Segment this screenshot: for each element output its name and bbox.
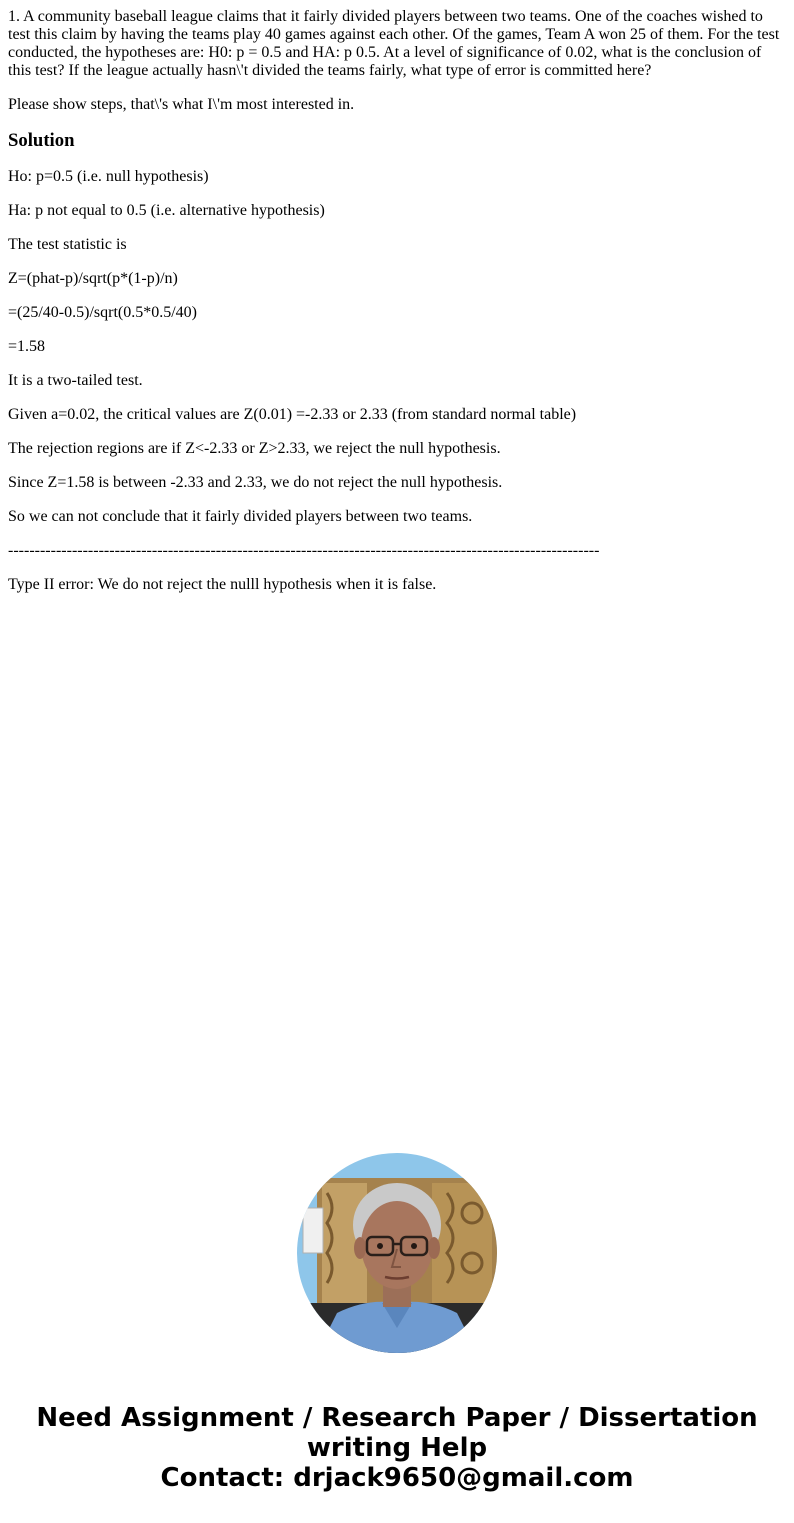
footer-line: Need Assignment / Research Paper / Dissertation: [36, 1403, 758, 1433]
solution-line: It is a two-tailed test.: [8, 372, 143, 389]
author-avatar: [297, 1153, 497, 1353]
request-text: Please show steps, that\'s what I\'m most interested in.: [8, 96, 355, 113]
solution-line: The test statistic is: [8, 236, 127, 253]
solution-line: Ha: p not equal to 0.5 (i.e. alternative hypothesis): [8, 202, 325, 219]
solution-line: =(25/40-0.5)/sqrt(0.5*0.5/40): [8, 304, 197, 321]
solution-line: Type II error: We do not reject the nulll hypothesis when it is false.: [8, 576, 437, 593]
document-body: [8, 8, 786, 610]
contact-email: Contact: drjack9650@gmail.com: [160, 1463, 634, 1493]
divider-line: ---------------------------------------------------------------------------------------------------------------: [8, 542, 600, 559]
question-text: 1. A community baseball league claims that it fairly divided players between two teams. One of the coaches wished to test this claim by having the teams play 40 games against each other. Of the games, Team A won 25 of them. For the test conducted, the hypotheses are: H0: p = 0.5 and HA: p 0.5. At a level of significance of 0.02, what is the conclusion of this test? If the league actually hasn\'t divided the teams fairly, what type of error is committed here?: [8, 8, 780, 79]
contact-footer: [0, 1403, 794, 1493]
solution-line: Since Z=1.58 is between -2.33 and 2.33, we do not reject the null hypothesis.: [8, 474, 503, 491]
solution-heading: Solution: [8, 130, 75, 151]
solution-line: Ho: p=0.5 (i.e. null hypothesis): [8, 168, 209, 185]
solution-line: The rejection regions are if Z<-2.33 or Z>2.33, we reject the null hypothesis.: [8, 440, 501, 457]
solution-line: =1.58: [8, 338, 46, 355]
footer-line: writing Help: [306, 1433, 488, 1463]
solution-line: So we can not conclude that it fairly divided players between two teams.: [8, 508, 473, 525]
solution-line: Given a=0.02, the critical values are Z(0.01) =-2.33 or 2.33 (from standard normal table): [8, 406, 577, 423]
solution-line: Z=(phat-p)/sqrt(p*(1-p)/n): [8, 270, 178, 287]
